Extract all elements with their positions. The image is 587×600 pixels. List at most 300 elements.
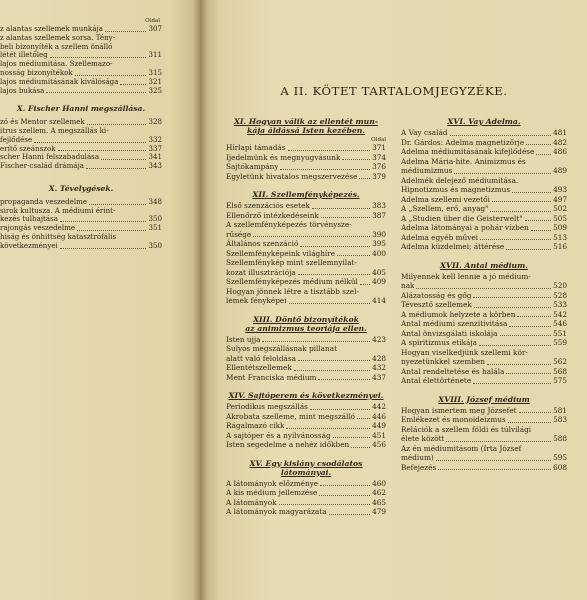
toc-entry xyxy=(0,215,162,224)
left-toc xyxy=(0,18,162,251)
dot-leader xyxy=(86,168,146,169)
toc-entry xyxy=(0,242,162,251)
page-number: 332 xyxy=(148,135,162,144)
toc-entry xyxy=(226,354,386,364)
entry-title: A kis médium jellemzése xyxy=(226,488,318,497)
page-number: 341 xyxy=(148,153,162,162)
dot-leader xyxy=(357,418,370,419)
entry-title: Adelma szellemi vezetői xyxy=(401,194,490,204)
entry-title: alatt való feloldása xyxy=(226,353,296,363)
toc-entry xyxy=(401,281,567,291)
dot-leader xyxy=(289,303,371,304)
toc-entry xyxy=(226,162,386,172)
page-number: 405 xyxy=(372,267,386,277)
entry-title: médiumizmus xyxy=(401,166,453,175)
page-number: 325 xyxy=(148,86,162,95)
toc-entry xyxy=(0,198,162,207)
section-heading-line: XVIII. József médium xyxy=(438,394,530,404)
page-number: 481 xyxy=(553,128,567,137)
section-heading xyxy=(401,117,567,126)
dot-leader xyxy=(337,255,370,256)
entry-title: sirok kultusza. A médiumi érint- xyxy=(0,206,116,215)
dot-leader xyxy=(288,150,371,151)
entry-title: nyezetünkkel szemben xyxy=(401,357,485,366)
entry-title: Hogyan ismertem meg Józsefet xyxy=(401,405,517,415)
dot-leader xyxy=(298,360,370,361)
dot-leader xyxy=(333,437,370,438)
dot-leader xyxy=(75,75,147,76)
entry-title: élete között xyxy=(401,434,445,443)
entry-title: Antal médiumi szenzitivitása xyxy=(401,319,508,328)
toc-column-right xyxy=(401,117,567,472)
page-number: 575 xyxy=(553,376,567,385)
page-number: 390 xyxy=(372,229,386,239)
page-number: 348 xyxy=(148,197,162,206)
section-heading xyxy=(401,261,567,270)
entry-title: z alantas szellemek sorsa. Tény- xyxy=(0,33,116,42)
toc-entry xyxy=(401,166,567,176)
page-number: 528 xyxy=(553,290,567,300)
page-number: 551 xyxy=(553,328,567,338)
dot-leader xyxy=(473,297,551,298)
toc-entry xyxy=(401,376,567,386)
dot-leader xyxy=(60,248,147,249)
section-heading-line: XVI. Vay Adelma. xyxy=(447,117,521,126)
entry-title: A „Studien über die Geisterwelt" xyxy=(401,213,523,223)
dot-leader xyxy=(320,485,370,486)
entry-title: A látományok előzménye xyxy=(226,478,319,488)
entry-title: Szellemfénykép mint szellemnyilat- xyxy=(226,258,357,267)
page-number: 479 xyxy=(372,507,386,516)
page-number: 437 xyxy=(372,372,386,382)
section-heading-line: kája áldássá Isten kezében. xyxy=(247,126,365,135)
toc-entry xyxy=(226,239,386,249)
section-heading xyxy=(226,459,386,477)
entry-title: Egyletünk hivatalos megszervezése xyxy=(226,171,358,181)
toc-entry xyxy=(401,357,567,367)
dot-leader xyxy=(450,135,552,136)
dot-leader xyxy=(312,208,370,209)
entry-title: lajos médiumitásának kiválósága xyxy=(0,77,119,86)
page-number: 502 xyxy=(553,204,567,213)
toc-entry xyxy=(401,367,567,377)
section-heading-line: látományai. xyxy=(280,467,332,477)
entry-title: nosság bizonyítékok xyxy=(0,68,73,77)
toc-entry xyxy=(226,479,386,489)
section-heading-line: XIV. Sajtóperem és következményei. xyxy=(228,391,384,400)
page-number: 562 xyxy=(553,357,567,366)
toc-entry xyxy=(401,453,567,463)
dot-leader xyxy=(329,514,371,515)
entry-title: Ellentétszellemek xyxy=(226,363,292,372)
section-heading xyxy=(226,391,386,400)
entry-title: itrus szellem. A megszállás ki- xyxy=(0,126,109,135)
dot-leader xyxy=(318,379,370,380)
toc-entry xyxy=(0,69,162,78)
page-number: 581 xyxy=(553,405,567,415)
dot-leader xyxy=(490,211,551,212)
dot-leader xyxy=(360,284,370,285)
page-number: 442 xyxy=(372,402,386,411)
dot-leader xyxy=(500,335,552,336)
dot-leader xyxy=(531,230,551,231)
page-number: 513 xyxy=(553,232,567,242)
entry-title: A médiumok helyzete a körben xyxy=(401,309,516,319)
page-number: 337 xyxy=(148,144,162,153)
toc-entry xyxy=(226,412,386,422)
toc-entry xyxy=(401,406,567,416)
toc-entry xyxy=(401,291,567,301)
page-number: 595 xyxy=(553,453,567,462)
toc-entry xyxy=(401,338,567,348)
page-number: 387 xyxy=(372,210,386,220)
toc-entry xyxy=(401,319,567,329)
page-number: 520 xyxy=(553,281,567,290)
toc-entry xyxy=(401,138,567,148)
toc-entry xyxy=(226,363,386,373)
entry-title: A látományok xyxy=(226,497,277,507)
section-heading-line: XV. Egy kislány csodálatos xyxy=(249,458,363,468)
entry-title: nak xyxy=(401,281,415,290)
page-number: 400 xyxy=(372,248,386,258)
entry-title: A látományok magyarázata xyxy=(226,507,327,516)
toc-entry xyxy=(401,223,567,233)
dot-leader xyxy=(298,274,370,275)
book-gutter xyxy=(193,0,207,600)
page-number: 351 xyxy=(148,224,162,233)
dot-leader xyxy=(438,469,551,470)
dot-leader xyxy=(492,201,551,202)
page-number: 493 xyxy=(553,185,567,194)
entry-title: Adelma látományai a pohár vízben xyxy=(401,223,529,232)
dot-leader xyxy=(526,144,551,145)
entry-title: A spiritizmus etikája xyxy=(401,338,477,347)
toc-entry xyxy=(401,233,567,243)
page-number: 414 xyxy=(372,296,386,305)
entry-title: hiság és önhittség katasztrófális xyxy=(0,232,117,241)
toc-entry xyxy=(0,118,162,127)
dot-leader xyxy=(473,383,551,384)
toc-entry xyxy=(401,147,567,157)
page-number: 462 xyxy=(372,488,386,497)
dot-leader xyxy=(480,239,551,240)
toc-entry xyxy=(226,440,386,450)
page-number: 343 xyxy=(148,162,162,171)
dot-leader xyxy=(474,307,551,308)
toc-entry xyxy=(0,78,162,87)
entry-title: Isten segedelme a nehéz időkben xyxy=(226,440,350,449)
dot-leader xyxy=(321,217,370,218)
entry-title: következményei xyxy=(0,241,58,250)
entry-title: Hogyan viselkedjünk szellemi kör- xyxy=(401,347,528,357)
toc-entry xyxy=(0,224,162,233)
toc-entry xyxy=(226,507,386,517)
entry-title: Rágalmazó cikk xyxy=(226,421,285,430)
toc-entry xyxy=(0,87,162,96)
toc-entry xyxy=(401,204,567,214)
section-heading-line: XIII. Döntő bizonyítékok xyxy=(253,314,359,324)
dot-leader xyxy=(536,154,551,155)
page-number: 451 xyxy=(372,430,386,440)
entry-title: Adelmék delejező médiumitása. xyxy=(401,175,519,185)
page-number: 486 xyxy=(553,147,567,156)
section-heading: X. Fischer Hanni megszállása. xyxy=(16,104,146,114)
page-number: 482 xyxy=(553,137,567,147)
entry-title: Antal rendeltetése és halála xyxy=(401,366,505,376)
entry-title: A „Szellem, erő, anyag" xyxy=(401,204,489,213)
toc-entry xyxy=(0,153,162,162)
page-number: 533 xyxy=(553,300,567,309)
dot-leader xyxy=(253,236,370,237)
entry-title: Szellemfényképeink világhíre xyxy=(226,248,336,258)
page-number: 489 xyxy=(553,166,567,175)
entry-title: lemek fényképei xyxy=(226,296,287,305)
page-number: 583 xyxy=(553,415,567,424)
entry-title: Akrobata szelleme, mint megszálló xyxy=(226,411,356,421)
toc-entry xyxy=(0,51,162,60)
entry-title: fejlődése xyxy=(0,135,33,144)
toc-entry xyxy=(401,242,567,252)
entry-title: Az én médiumitásom (Irta József xyxy=(401,443,522,453)
section-heading: X. Tévelygések. xyxy=(48,183,114,193)
dot-leader xyxy=(512,192,551,193)
entry-title: Adelma egyéb művei xyxy=(401,232,478,242)
page-number: 460 xyxy=(372,478,386,488)
entry-title: Adelma küzdelmei; áttérése xyxy=(401,242,505,251)
entry-title: médium) xyxy=(401,453,434,462)
entry-title: Első szenzációs esetek xyxy=(226,201,310,210)
toc-entry xyxy=(226,153,386,163)
dot-leader xyxy=(60,221,146,222)
dot-leader xyxy=(525,220,551,221)
page-title: A II. KÖTET TARTALOMJEGYZÉKE. xyxy=(280,84,508,98)
entry-title: lajos médiumitása. Szellemazo- xyxy=(0,60,113,69)
dot-leader xyxy=(34,142,146,143)
toc-entry xyxy=(226,373,386,383)
toc-entry xyxy=(226,143,386,153)
toc-entry xyxy=(226,277,386,287)
toc-entry xyxy=(226,201,386,211)
dot-leader xyxy=(509,326,551,327)
entry-title: A Vay család xyxy=(401,128,448,137)
dot-leader xyxy=(359,178,370,179)
entry-title: Dr. Gárdos: Adelma magnetizőrje xyxy=(401,137,525,147)
dot-leader xyxy=(319,495,370,496)
page-number: 608 xyxy=(553,462,567,472)
entry-title: Emlékezet és monoideizmus xyxy=(401,415,506,424)
entry-title: Adelma médiumitásának kifejlődése xyxy=(401,147,535,156)
section-heading-line: XII. Szellemfényképezés. xyxy=(252,190,360,199)
toc-entry xyxy=(401,128,567,138)
entry-title: rűsége xyxy=(226,229,252,239)
toc-entry xyxy=(401,195,567,205)
toc-entry xyxy=(226,431,386,441)
right-page xyxy=(200,0,587,600)
toc-entry xyxy=(226,488,386,498)
toc-entry xyxy=(401,329,567,339)
entry-title: kezés tulhajtása xyxy=(0,215,58,224)
section-heading xyxy=(226,190,386,199)
entry-title: A szellemfényképezés törvénysze- xyxy=(226,220,352,229)
page-number: 379 xyxy=(372,171,386,181)
dot-leader xyxy=(58,150,147,151)
dot-leader xyxy=(342,159,370,160)
toc-entry xyxy=(226,211,386,221)
page-number: 328 xyxy=(148,118,162,127)
toc-entry xyxy=(226,172,386,182)
dot-leader xyxy=(279,504,371,505)
dot-leader xyxy=(487,364,551,365)
dot-leader xyxy=(519,412,551,413)
dot-leader xyxy=(46,92,146,93)
entry-title: Adelma Mária-hite. Animizmus és xyxy=(401,156,526,166)
section-heading xyxy=(226,117,386,135)
entry-title: Szellemfényképezés médium nélkül xyxy=(226,277,358,286)
page-number: 509 xyxy=(553,223,567,232)
entry-title: zó és Mentor szellemek xyxy=(0,118,85,127)
dot-leader xyxy=(300,246,370,247)
entry-title: z alantas szellemek munkája xyxy=(0,25,103,33)
toc-entry xyxy=(0,162,162,171)
page-number: 559 xyxy=(553,338,567,347)
entry-title: Alázatosság és gőg xyxy=(401,290,472,300)
toc-entry xyxy=(226,230,386,240)
page-number: 307 xyxy=(148,25,162,33)
page-column-label: Oldal xyxy=(371,137,386,143)
page-number: 315 xyxy=(148,68,162,77)
left-page xyxy=(0,0,200,600)
entry-title: Fischer-család drámája xyxy=(0,162,85,171)
toc-entry xyxy=(226,498,386,508)
page-number: 456 xyxy=(372,440,386,449)
page-number: 432 xyxy=(372,363,386,372)
page-number: 568 xyxy=(553,366,567,376)
entry-title: kozat illusztrációja xyxy=(226,267,296,277)
dot-leader xyxy=(416,288,551,289)
entry-title: Antal élettörténete xyxy=(401,376,472,385)
toc-entry xyxy=(401,214,567,224)
dot-leader xyxy=(446,441,551,442)
entry-title: létét illetőleg xyxy=(0,51,48,60)
dot-leader xyxy=(262,341,370,342)
entry-title: Periodikus megszállás xyxy=(226,402,308,411)
page-number: 374 xyxy=(372,152,386,162)
toc-entry xyxy=(401,300,567,310)
dot-leader xyxy=(286,428,370,429)
page-number: 497 xyxy=(553,194,567,204)
entry-title: lajos bukása xyxy=(0,86,45,95)
page-number: 546 xyxy=(553,319,567,328)
page-number: 376 xyxy=(372,162,386,171)
entry-title: Tévesztő szellemek xyxy=(401,300,472,309)
dot-leader xyxy=(50,57,147,58)
page-number: 423 xyxy=(372,334,386,344)
left-toc-group xyxy=(0,118,162,171)
page-number: 588 xyxy=(553,434,567,443)
entry-title: Antal önvizsgálati iskolája xyxy=(401,328,498,338)
page-number: 409 xyxy=(372,277,386,286)
entry-title: Hírlapi támadás xyxy=(226,143,286,152)
dot-leader xyxy=(294,370,370,371)
entry-title: Ijedelmünk és megnyugvásunk xyxy=(226,152,341,162)
page-number: 321 xyxy=(148,77,162,86)
toc-entry xyxy=(0,136,162,145)
page-number: 446 xyxy=(372,411,386,421)
entry-title: beli bizonyíték a szellem önálló xyxy=(0,42,113,51)
section-heading-line: az animizmus teoriája ellen. xyxy=(245,323,367,333)
entry-title: scher Hanni felszabadulása xyxy=(0,153,100,162)
entry-title: Befejezés xyxy=(401,462,437,472)
toc-entry xyxy=(401,310,567,320)
page-number: 395 xyxy=(372,239,386,248)
left-toc-group xyxy=(0,25,162,95)
entry-title: rajongás veszedelme xyxy=(0,224,76,233)
dot-leader xyxy=(506,249,551,250)
dot-leader xyxy=(120,84,146,85)
entry-title: Hogyan jönnek létre a tisztább szel- xyxy=(226,286,359,296)
page-number: 371 xyxy=(372,143,386,152)
left-toc-group xyxy=(0,198,162,251)
page-number: 350 xyxy=(148,241,162,250)
dot-leader xyxy=(517,316,551,317)
entry-title: Ellenőrző intézkedéseink xyxy=(226,210,319,220)
page-number: 428 xyxy=(372,353,386,363)
toc-entry xyxy=(226,268,386,278)
dot-leader xyxy=(454,173,551,174)
toc-entry xyxy=(0,25,162,34)
entry-title: A sajtóper és a nyilvánosság xyxy=(226,430,331,440)
dot-leader xyxy=(479,345,551,346)
entry-title: erítő szeánszok xyxy=(0,144,56,153)
section-heading-line: XI. Hogyan válik az ellentét mun- xyxy=(233,117,379,126)
toc-entry xyxy=(401,185,567,195)
page-number: 449 xyxy=(372,421,386,430)
page-number: 383 xyxy=(372,201,386,210)
dot-leader xyxy=(77,230,146,231)
dot-leader xyxy=(310,409,370,410)
page-number: 465 xyxy=(372,497,386,507)
entry-title: Relációk a szellem földi és túlvilági xyxy=(401,424,532,434)
entry-title: Isten ujja xyxy=(226,334,261,344)
page-number: 350 xyxy=(148,215,162,224)
dot-leader xyxy=(436,460,551,461)
dot-leader xyxy=(280,169,370,170)
toc-entry xyxy=(226,249,386,259)
page-number: 516 xyxy=(553,242,567,251)
dot-leader xyxy=(506,373,551,374)
entry-title: Általános szenzáció xyxy=(226,239,299,248)
entry-title: Hipnotizmus és magnetizmus xyxy=(401,185,511,194)
entry-title: propaganda veszedelme xyxy=(0,197,88,206)
toc-entry xyxy=(0,145,162,154)
dot-leader xyxy=(105,31,147,32)
section-heading xyxy=(401,395,567,404)
toc-entry xyxy=(226,296,386,306)
toc-entry xyxy=(401,434,567,444)
dot-leader xyxy=(87,124,147,125)
entry-title: Milyennek kell lennie a jó médium- xyxy=(401,271,531,281)
page-number: 505 xyxy=(553,213,567,223)
toc-entry xyxy=(226,402,386,412)
dot-leader xyxy=(351,447,370,448)
entry-title: Sajtókampány xyxy=(226,162,279,171)
toc-entry xyxy=(401,463,567,473)
page-column-label: Oldal xyxy=(145,18,160,24)
toc-entry xyxy=(401,415,567,425)
page-number: 311 xyxy=(148,51,162,60)
entry-title: Ment Franciska médium xyxy=(226,372,317,382)
section-heading-line: XVII. Antal médium. xyxy=(440,260,528,270)
